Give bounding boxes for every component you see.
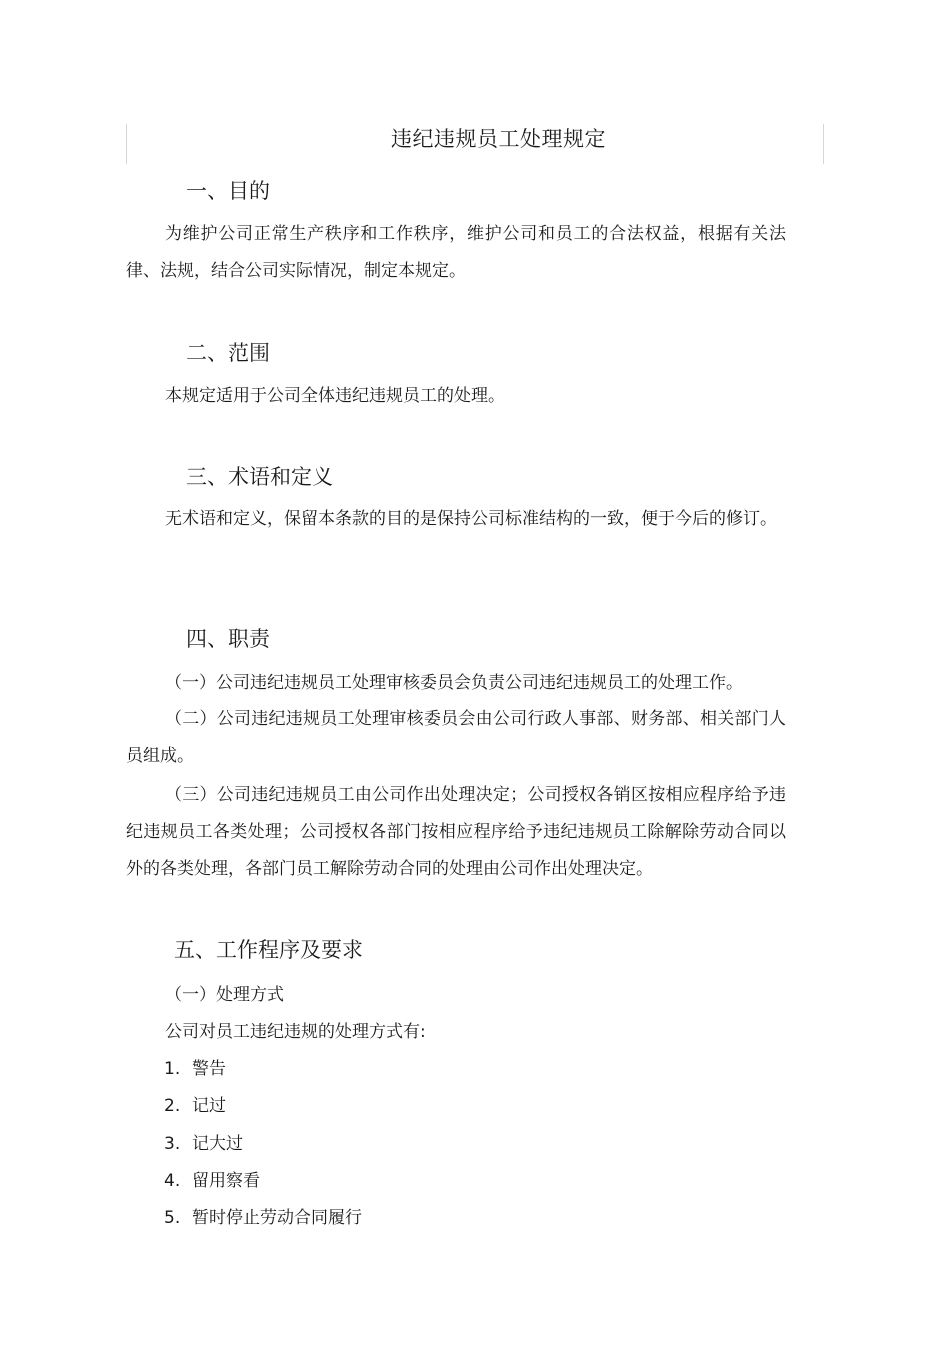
procedure-subheading-methods: （一）处理方式 (165, 985, 284, 1005)
list-item (164, 1169, 260, 1193)
list-item-text: 留用察看 (192, 1171, 260, 1191)
document-title: 违纪违规员工处理规定 (391, 127, 606, 151)
section-heading-responsibilities: 四、职责 (186, 627, 270, 651)
list-item-number: 4. (164, 1171, 181, 1191)
list-item-text: 记大过 (192, 1134, 243, 1154)
procedure-intro: 公司对员工违纪违规的处理方式有: (165, 1022, 426, 1042)
responsibility-item-1: （一）公司违纪违规员工处理审核委员会负责公司违纪违规员工的处理工作。 (165, 673, 743, 693)
list-item-text: 暂时停止劳动合同履行 (192, 1208, 362, 1228)
list-item-number: 5. (164, 1208, 181, 1228)
list-item (164, 1206, 362, 1230)
section-heading-scope: 二、范围 (186, 341, 270, 365)
section-body-purpose: 为维护公司正常生产秩序和工作秩序，维护公司和员工的合法权益，根据有关法律、法规，结合公司实际情况，制定本规定。 (126, 224, 786, 281)
list-item (164, 1094, 226, 1118)
list-item (164, 1132, 243, 1156)
list-item-number: 1. (164, 1059, 181, 1079)
list-item-text: 记过 (192, 1096, 226, 1116)
list-item-text: 警告 (192, 1059, 226, 1079)
section-heading-purpose: 一、目的 (186, 179, 270, 203)
responsibility-item-3: （三）公司违纪违规员工由公司作出处理决定；公司授权各销区按相应程序给予违纪违规员工各类处理；公司授权各部门按相应程序给予违纪违规员工除解除劳动合同以外的各类处理，各部门员工解除劳动合同的处理由公司作出处理决定。 (126, 785, 786, 879)
responsibility-item-2: （二）公司违纪违规员工处理审核委员会由公司行政人事部、财务部、相关部门人员组成。 (126, 709, 786, 766)
list-item-number: 2. (164, 1096, 181, 1116)
section-heading-terms: 三、术语和定义 (186, 465, 333, 489)
section-heading-procedure: 五、工作程序及要求 (174, 938, 363, 962)
section-body-terms: 无术语和定义，保留本条款的目的是保持公司标准结构的一致，便于今后的修订。 (165, 509, 777, 529)
section-body-scope: 本规定适用于公司全体违纪违规员工的处理。 (165, 386, 505, 406)
list-item (164, 1057, 226, 1081)
list-item-number: 3. (164, 1134, 181, 1154)
